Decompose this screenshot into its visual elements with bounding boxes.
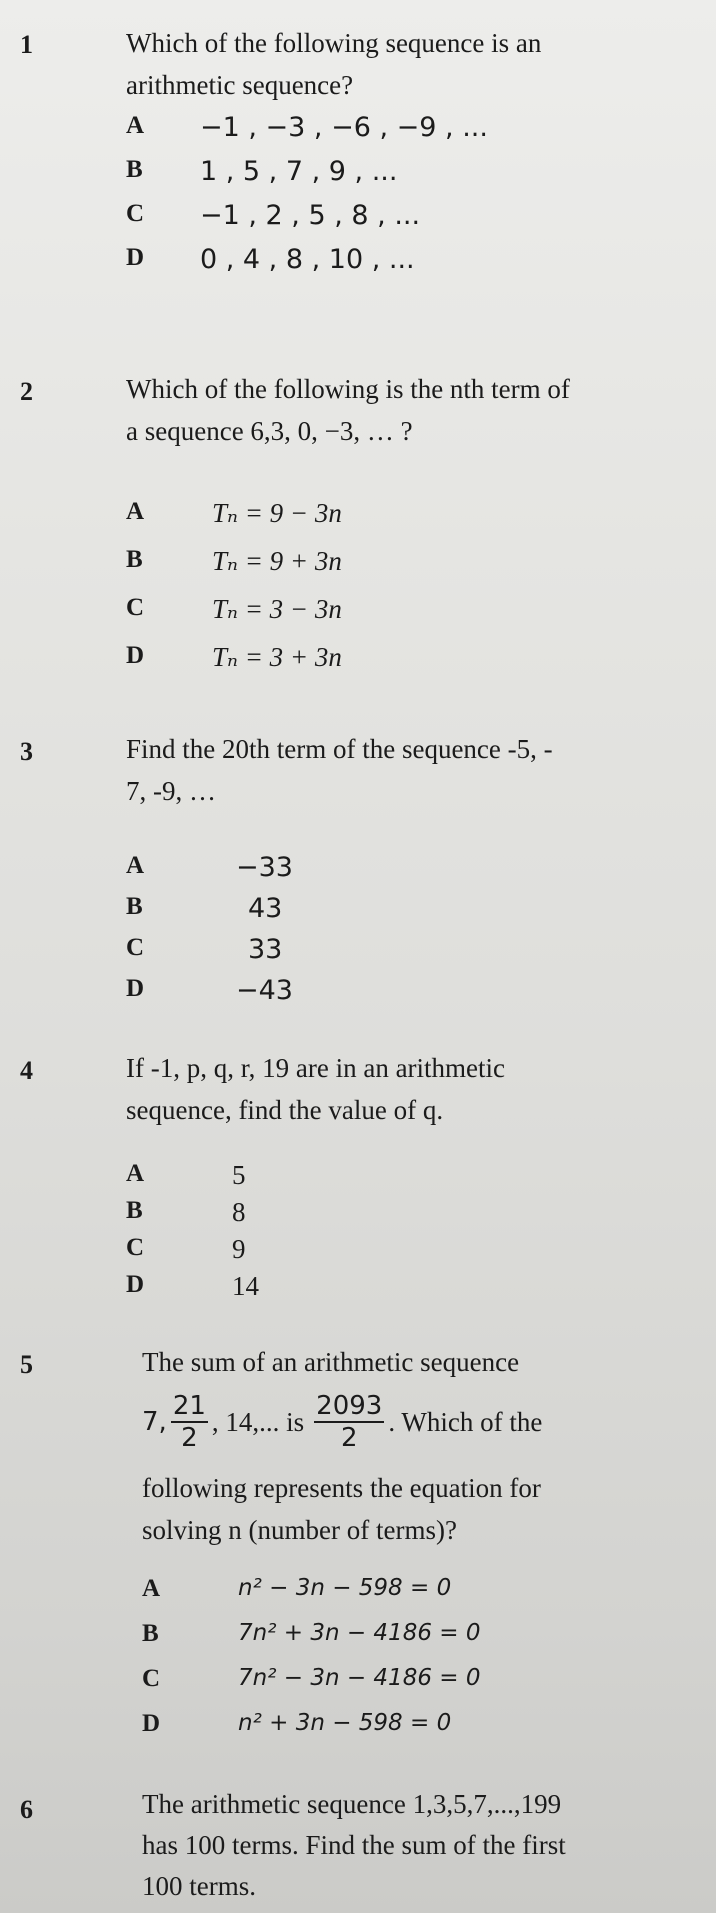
fraction-denominator: 2 — [181, 1423, 198, 1453]
option-letter: A — [142, 1575, 161, 1602]
stem-line: The arithmetic sequence 1,3,5,7,...,199 — [142, 1789, 562, 1819]
option-b — [0, 893, 716, 933]
option-letter: C — [142, 1665, 161, 1692]
option-letter: B — [126, 893, 143, 920]
option-b — [0, 1197, 716, 1237]
option-d — [0, 1271, 716, 1311]
stem-line: a sequence 6,3, 0, −3, … ? — [126, 416, 413, 446]
stem-line: Which of the following is the nth term of — [126, 374, 570, 404]
option-letter: D — [126, 642, 145, 669]
option-a — [0, 1575, 716, 1615]
option-text: 7n² + 3n − 4186 = 0 — [238, 1620, 481, 1646]
option-c — [0, 1234, 716, 1274]
stem-line: The sum of an arithmetic sequence — [142, 1347, 520, 1377]
option-text: −1 , −3 , −6 , −9 , ... — [200, 112, 488, 143]
option-text: n² − 3n − 598 = 0 — [238, 1575, 452, 1601]
option-letter: D — [126, 244, 145, 271]
stem-line: sequence, find the value of q. — [126, 1095, 444, 1125]
option-text: Tₙ = 3 − 3n — [212, 594, 342, 624]
question-number: 5 — [20, 1350, 33, 1379]
option-letter: C — [126, 1234, 145, 1261]
option-text: 43 — [248, 893, 283, 924]
fraction-2093-over-2 — [314, 1391, 384, 1453]
option-letter: C — [126, 200, 145, 227]
option-b — [0, 156, 716, 196]
question-number: 2 — [20, 377, 33, 406]
question-stem — [126, 1047, 686, 1131]
option-text: 9 — [232, 1234, 246, 1264]
question-number: 1 — [20, 30, 33, 59]
question-stem — [142, 1341, 697, 1551]
option-text: −1 , 2 , 5 , 8 , ... — [200, 200, 421, 231]
option-letter: C — [126, 594, 145, 621]
fraction-numerator: 21 — [172, 1391, 206, 1421]
option-b — [0, 1620, 716, 1660]
option-d — [0, 642, 716, 682]
stem-line-with-fractions — [142, 1385, 697, 1459]
option-text: 33 — [248, 934, 283, 965]
stem-line: Find the 20th term of the sequence -5, - — [126, 734, 553, 764]
stem-seq-start: 7, — [142, 1407, 167, 1437]
stem-line: arithmetic sequence? — [126, 70, 354, 100]
option-text: Tₙ = 3 + 3n — [212, 642, 342, 672]
option-letter: D — [126, 1271, 145, 1298]
question-stem — [126, 728, 686, 812]
question-stem — [142, 1784, 702, 1907]
option-letter: B — [126, 546, 143, 573]
stem-seq-end: , 14,... is — [211, 1407, 305, 1437]
stem-line: 100 terms. — [142, 1871, 256, 1901]
option-c — [0, 200, 716, 240]
option-letter: D — [126, 975, 145, 1002]
option-letter: A — [126, 498, 145, 525]
stem-line: following represents the equation for — [142, 1473, 541, 1503]
option-c — [0, 934, 716, 974]
option-d — [0, 1710, 716, 1750]
option-a — [0, 1160, 716, 1200]
option-text: Tₙ = 9 − 3n — [212, 498, 342, 528]
option-letter: A — [126, 112, 145, 139]
option-letter: B — [126, 1197, 143, 1224]
option-letter: A — [126, 852, 145, 879]
option-letter: A — [126, 1160, 145, 1187]
option-text: −43 — [236, 975, 293, 1006]
option-d — [0, 244, 716, 284]
option-a — [0, 852, 716, 892]
fraction-numerator: 2093 — [316, 1391, 383, 1421]
question-stem — [126, 368, 686, 452]
option-d — [0, 975, 716, 1015]
stem-line: 7, -9, … — [126, 776, 216, 806]
stem-line: Which of the following sequence is an — [126, 28, 542, 58]
option-a — [0, 112, 716, 152]
option-letter: D — [142, 1710, 161, 1737]
option-text: 5 — [232, 1160, 246, 1190]
option-c — [0, 594, 716, 634]
option-text: 7n² − 3n − 4186 = 0 — [238, 1665, 481, 1691]
fraction-21-over-2 — [171, 1391, 208, 1453]
question-number: 6 — [20, 1795, 33, 1824]
option-a — [0, 498, 716, 538]
stem-line: solving n (number of terms)? — [142, 1515, 457, 1545]
option-text: Tₙ = 9 + 3n — [212, 546, 342, 576]
option-text: 1 , 5 , 7 , 9 , ... — [200, 156, 398, 187]
stem-tail: . Which of the — [388, 1407, 543, 1437]
option-letter: C — [126, 934, 145, 961]
option-text: 8 — [232, 1197, 246, 1227]
option-letter: B — [142, 1620, 159, 1647]
option-text: 14 — [232, 1271, 259, 1301]
option-c — [0, 1665, 716, 1705]
option-text: 0 , 4 , 8 , 10 , ... — [200, 244, 415, 275]
fraction-denominator: 2 — [340, 1423, 358, 1453]
option-text: n² + 3n − 598 = 0 — [238, 1710, 452, 1736]
option-b — [0, 546, 716, 586]
question-number: 4 — [20, 1056, 33, 1085]
question-stem — [126, 22, 686, 106]
question-number: 3 — [20, 737, 33, 766]
option-letter: B — [126, 156, 143, 183]
stem-line: has 100 terms. Find the sum of the first — [142, 1830, 566, 1860]
stem-line: If -1, p, q, r, 19 are in an arithmetic — [126, 1053, 506, 1083]
option-text: −33 — [236, 852, 293, 883]
